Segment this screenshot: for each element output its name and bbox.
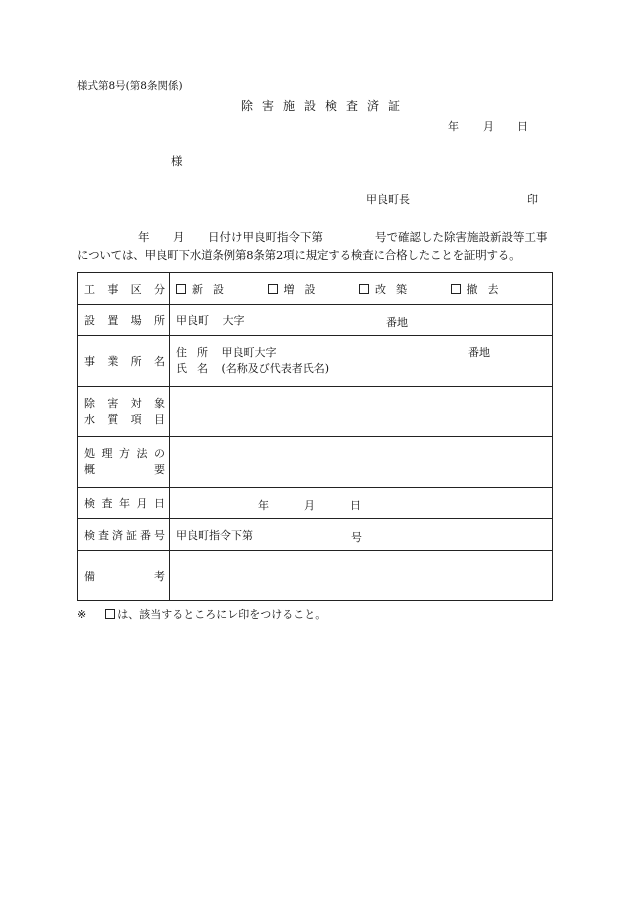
note-checkbox-icon [105, 609, 115, 619]
para-line2: については、甲良町下水道条例第8条第2項に規定する検査に合格したことを証明する。 [77, 248, 521, 262]
label-office: 事 業 所 名 [84, 355, 165, 368]
date-month-label: 月 [483, 120, 494, 133]
addressee-suffix: 様 [171, 154, 183, 168]
office-address-value: 甲良町大字 [221, 346, 277, 359]
label-inspection-date: 検 査 年 月 日 [84, 497, 165, 510]
label-certificate-no: 検 査 済 証 番 号 [84, 528, 165, 542]
row-remarks [78, 551, 553, 601]
certificate-suffix: 号 [351, 531, 362, 544]
seal-mark: 印 [527, 193, 538, 206]
label-work-type: 工 事 区 分 [84, 282, 165, 296]
location-banchi: 番地 [386, 316, 408, 329]
option-rebuild: 改築 [359, 281, 417, 297]
office-address-label: 住所 [176, 346, 218, 359]
para-line1-end: 号で確認した除害施設新設等工事 [375, 230, 548, 244]
option-remove: 撤去 [451, 281, 509, 297]
para-line1-mid: 日付け甲良町指令下第 [208, 230, 323, 244]
inspection-year: 年 [258, 499, 269, 512]
option-expand: 増設 [268, 281, 326, 297]
target-value[interactable] [170, 387, 553, 437]
remarks-value[interactable] [170, 551, 553, 601]
office-banchi: 番地 [468, 346, 490, 359]
label-target-line2: 水 質 項 目 [84, 412, 165, 426]
row-target [78, 387, 553, 437]
row-work-type [78, 273, 553, 305]
footnote [77, 609, 326, 620]
option-new: 新設 [176, 281, 234, 297]
checkbox-new[interactable] [176, 284, 186, 294]
row-location [78, 305, 553, 336]
note-mark: ※ [77, 608, 87, 621]
inspection-day: 日 [350, 499, 361, 512]
note-text: は、該当するところにレ印をつけること。 [117, 608, 327, 621]
row-inspection-date [78, 488, 553, 519]
office-name-value: (名称及び代表者氏名) [221, 362, 330, 375]
row-office [78, 336, 553, 387]
document-title: 除害施設検査済証 [240, 99, 409, 113]
form-number: 様式第8号(第8条関係) [77, 80, 183, 92]
inspection-month: 月 [304, 499, 315, 512]
checkbox-remove[interactable] [451, 284, 461, 294]
row-method [78, 437, 553, 488]
certificate-prefix: 甲良町指令下第 [176, 528, 253, 542]
label-method-line1: 処 理 方 法 の [84, 447, 165, 460]
row-certificate-no [78, 519, 553, 551]
label-location: 設 置 場 所 [84, 314, 165, 327]
location-aza: 大字 [222, 314, 245, 327]
para-year: 年 [138, 230, 150, 244]
label-remarks: 備 考 [84, 569, 165, 583]
location-town: 甲良町 [176, 314, 209, 327]
issuer-name: 甲良町長 [366, 193, 410, 206]
label-target-line1: 除 害 対 象 [84, 396, 165, 410]
method-value[interactable] [170, 437, 553, 488]
checkbox-rebuild[interactable] [359, 284, 369, 294]
date-day-label: 日 [517, 120, 528, 133]
certificate-table [77, 272, 553, 601]
label-method-line2: 概 要 [84, 463, 165, 476]
office-name-label: 氏名 [176, 362, 218, 375]
para-month: 月 [173, 230, 185, 244]
checkbox-expand[interactable] [268, 284, 278, 294]
date-year-label: 年 [448, 120, 459, 133]
